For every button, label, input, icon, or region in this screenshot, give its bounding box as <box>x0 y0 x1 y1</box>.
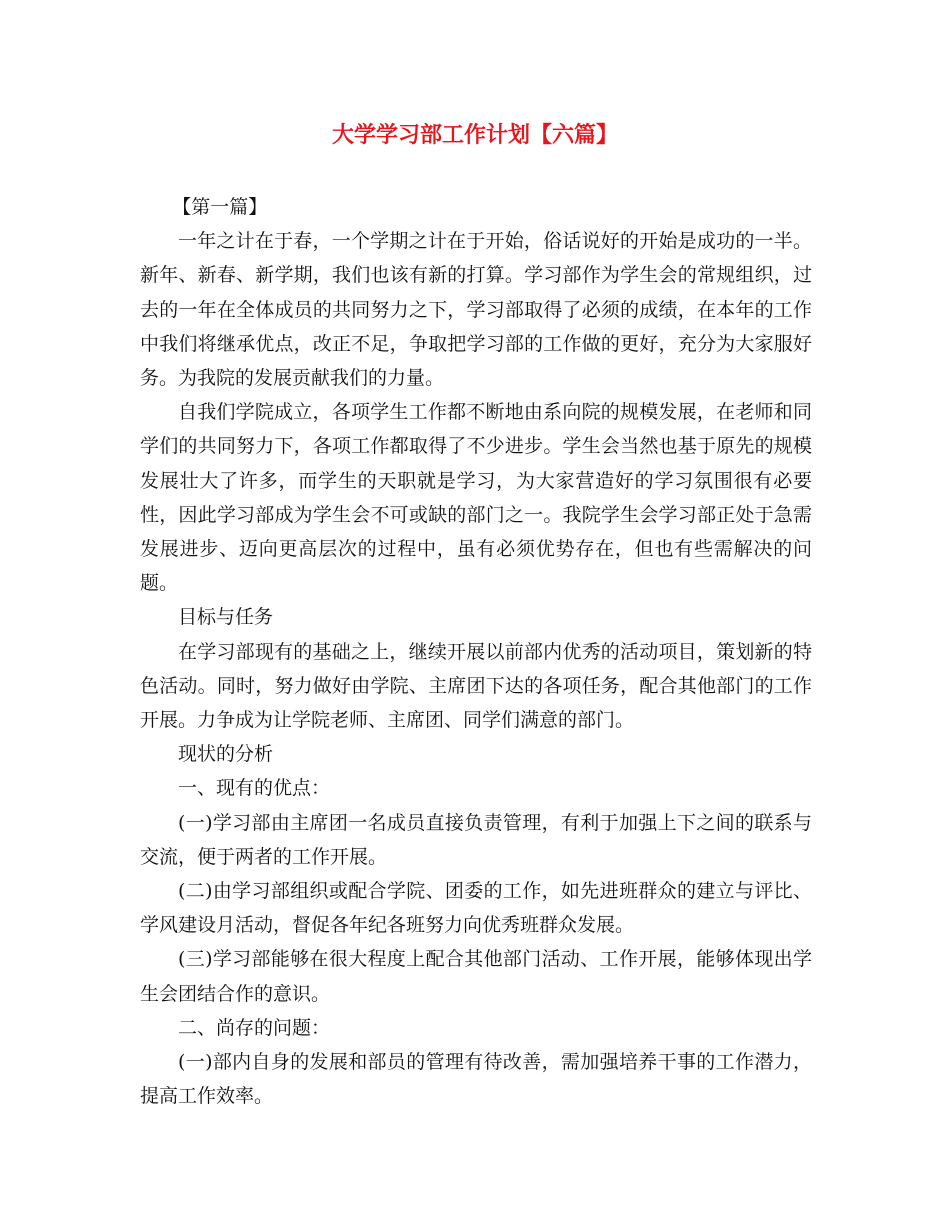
section-heading: 【第一篇】 <box>172 196 268 218</box>
list-item: (二)由学习部组织或配合学院、团委的工作，如先进班群众的建立与评比、学风建设月活动，督促各年纪各班努力向优秀班群众发展。 <box>140 880 812 937</box>
paragraph: 一年之计在于春，一个学期之计在于开始，俗话说好的开始是成功的一半。新年、新春、新学期，我们也该有新的打算。学习部作为学生会的常规组织，过去的一年在全体成员的共同努力之下，学习部取得了必须的成绩，在本年的工作中我们将继承优点，改正不足，争取把学习部的工作做的更好，充分为大家服好务。为我院的发展贡献我们的力量。 <box>140 230 812 390</box>
paragraph: 在学习部现有的基础之上，继续开展以前部内优秀的活动项目，策划新的特色活动。同时，努力做好由学院、主席团下达的各项任务，配合其他部门的工作开展。力争成为让学院老师、主席团、同学们满意的部门。 <box>140 640 812 732</box>
document-body <box>140 190 812 1113</box>
list-item: (一)学习部由主席团一名成员直接负责管理，有利于加强上下之间的联系与交流，便于两者的工作开展。 <box>140 811 812 868</box>
list-item: (一)部内自身的发展和部员的管理有待改善，需加强培养干事的工作潜力，提高工作效率。 <box>140 1051 812 1108</box>
subheading: 现状的分析 <box>178 743 274 766</box>
subheading: 目标与任务 <box>178 606 274 629</box>
list-heading: 二、尚存的问题： <box>178 1016 331 1039</box>
paragraph: 自我们学院成立，各项学生工作都不断地由系向院的规模发展，在老师和同学们的共同努力下，各项工作都取得了不少进步。学生会当然也基于原先的规模发展壮大了许多，而学生的天职就是学习，为大家营造好的学习氛围很有必要性，因此学习部成为学生会不可或缺的部门之一。我院学生会学习部正处于急需发展进步、迈向更高层次的过程中，虽有必须优势存在，但也有些需解决的问题。 <box>140 401 812 595</box>
document-title: 大学学习部工作计划【六篇】 <box>331 123 618 148</box>
list-item: (三)学习部能够在很大程度上配合其他部门活动、工作开展，能够体现出学生会团结合作的意识。 <box>140 948 812 1005</box>
list-heading: 一、现有的优点： <box>178 777 331 800</box>
